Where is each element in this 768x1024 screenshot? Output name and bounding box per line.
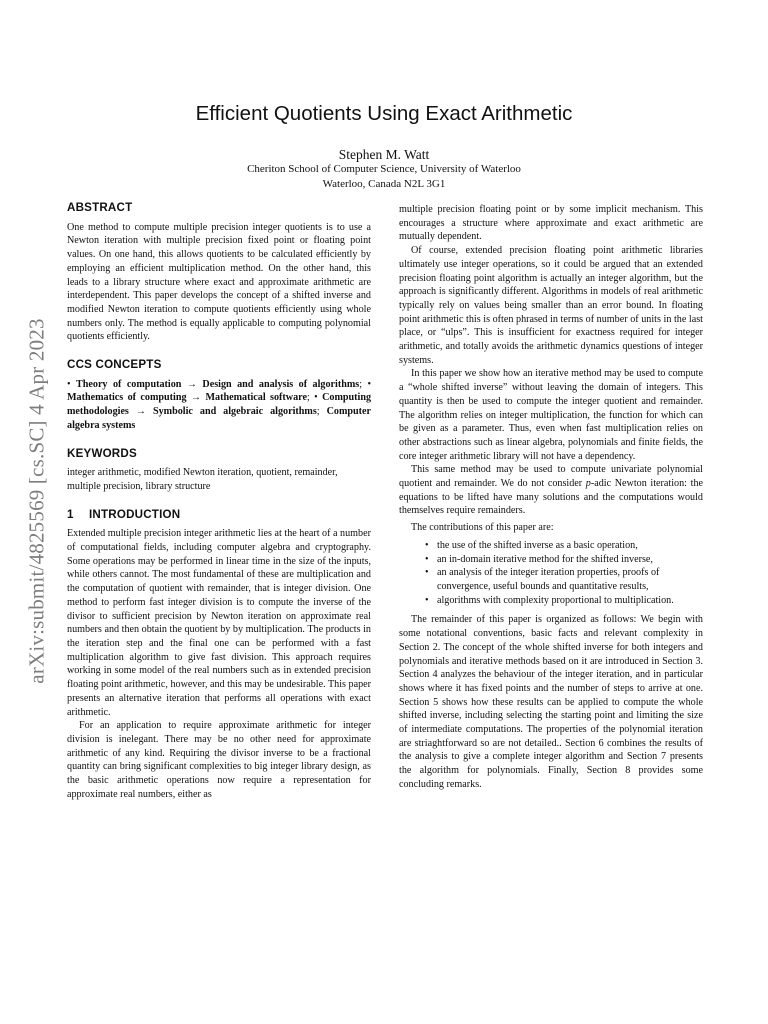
author-address: Waterloo, Canada N2L 3G1 [322,178,446,190]
list-item: • an in-domain iterative method for the shifted inverse, [437,553,703,567]
introduction-heading: 1 INTRODUCTION [67,507,181,521]
contributions-intro: The contributions of this paper are: [411,522,554,534]
list-item: • an analysis of the integer iteration properties, proofs of convergence, useful bounds and quantitative results, [437,566,703,593]
abstract-text: One method to compute multiple precision integer quotients is to use a Newton iteration with multiple precision fixed point or floating point values. On one hand, this allows quotients to be calculated efficiently by employing an efficient multiplication method. On the other hand, this leads to a library structure where exact and approximate arithmetic are interdependent. This paper develops the concept of a shifted inverse and modified Newton iteration to compute quotients efficiently using whole numbers only. The method is equally applicable to computing polynomial quotients efficiently. [67,221,371,343]
author-affiliation: Cheriton School of Computer Science, University of Waterloo [247,163,521,175]
intro-paragraph-6: The remainder of this paper is organized as follows: We begin with some notational conventions, basic facts and relevant complexity in Section 2. The concept of the whole shifted inverse for both integers and polynomials and iterative methods based on it are introduced in Section 3. Section 4 analyzes the behaviour of the integer iteration, and in particular shows where it has fixed points and the number of steps to arrive at one. Section 5 shows how these results can be applied to compute the whole shifted inverse, including selecting the starting point and limiting the size of intermediate computations. The properties of the polynomial iteration are striaghtforward so are not detailed.. Section 6 combines the results of the analysis to give a complete integer algorithm and Section 7 presents the algorithm for polynomials. Finally, Section 8 provides some concluding remarks. [399,614,703,790]
ccs-concepts-list: • Theory of computation → Design and analysis of algorithms; • Mathematics of computing → Mathematical software; • Computing methodologies → Symbolic and algebraic algorithms; Computer algebra systems [67,378,372,431]
keywords-heading: KEYWORDS [67,446,137,460]
intro-paragraph-2: For an application to require approximate arithmetic for integer division is inelegant. There may be no other need for approximate arithmetic of any kind. Requiring the divisor inverse to be a fractional quantity can bring significant complexities to big integer library design, as the basic arithmetic operations now require a representation for approximate real numbers, either as [67,720,371,800]
contributions-list [399,539,703,608]
left-column [67,201,371,801]
list-item: • algorithms with complexity proportional to multiplication. [437,594,703,608]
intro-paragraph-1: Extended multiple precision integer arithmetic lies at the heart of a number of computational fields, including computer algebra and cryptography. Some operations may be performed in linear time in the size of the inputs, while others cannot. The most fundamental of these are multiplication and the computation of quotient with remainder, that is integer division. One method to perform fast integer division is to compute the inverse of the divisor to sufficient precision by Newton iteration on approximate real numbers and then obtain the quotient by by multiplication. The products in the iteration step and the final one can be performed with a fast multiplication algorithm to give fast division. This approach requires working in some model of the real numbers such as in extended precision floating point arithmetic, however, and this may be undesirable. This paper presents an alternative iteration that performs all operations with exact arithmetic. [67,528,371,718]
intro-paragraph-4: In this paper we show how an iterative method may be used to compute a “whole shifted inverse” without leaving the domain of integers. This quantity is then be used to compute the integer quotient and remainder. The algorithm relies on integer multiplication, the function for which can be given as a parameter. Thus, even when fast multiplication relies on other abstractions such as linear algebra, polynomials and finite fields, the core integer arithmetic library will not have a dependency. [399,368,703,462]
intro-paragraph-2-continued: multiple precision floating point or by some implicit mechanism. This encourages a structure where approximate and exact arithmetic are mutually dependent. [399,204,703,243]
intro-paragraph-5: This same method may be used to compute univariate polynomial quotient and remainder. We do not consider p-adic Newton iteration: the equations to be lifted have many solutions and the computations would themselves require remainders. [399,464,703,517]
author-name: Stephen M. Watt [338,147,430,162]
paper-title: Efficient Quotients Using Exact Arithmetic [195,102,573,125]
list-item: • the use of the shifted inverse as a basic operation, [437,539,703,553]
ccs-heading: CCS CONCEPTS [67,358,162,372]
right-column [399,203,703,792]
keywords-text: integer arithmetic, modified Newton iteration, quotient, remainder, multiple precision, library structure [67,467,338,492]
abstract-heading: ABSTRACT [67,201,133,214]
arxiv-identifier-stamp: arXiv:submit/4825569 [cs.SC] 4 Apr 2023 [24,318,49,684]
intro-paragraph-3: Of course, extended precision floating point arithmetic libraries ultimately use integer operations, so it could be argued that an extended precision floating point algorithm is actually an integer algorithm, but the approach is significantly different. Algorithms in models of real arithmetic typically rely on values being smaller than an error bound. In floating point arithmetic this is often phrased in terms of number of units in the last place, or “ulps”. This is insufficient for exactness required for integer arithmetic, and totally avoids the arithmetic dynamics questions of integer systems. [399,245,703,366]
